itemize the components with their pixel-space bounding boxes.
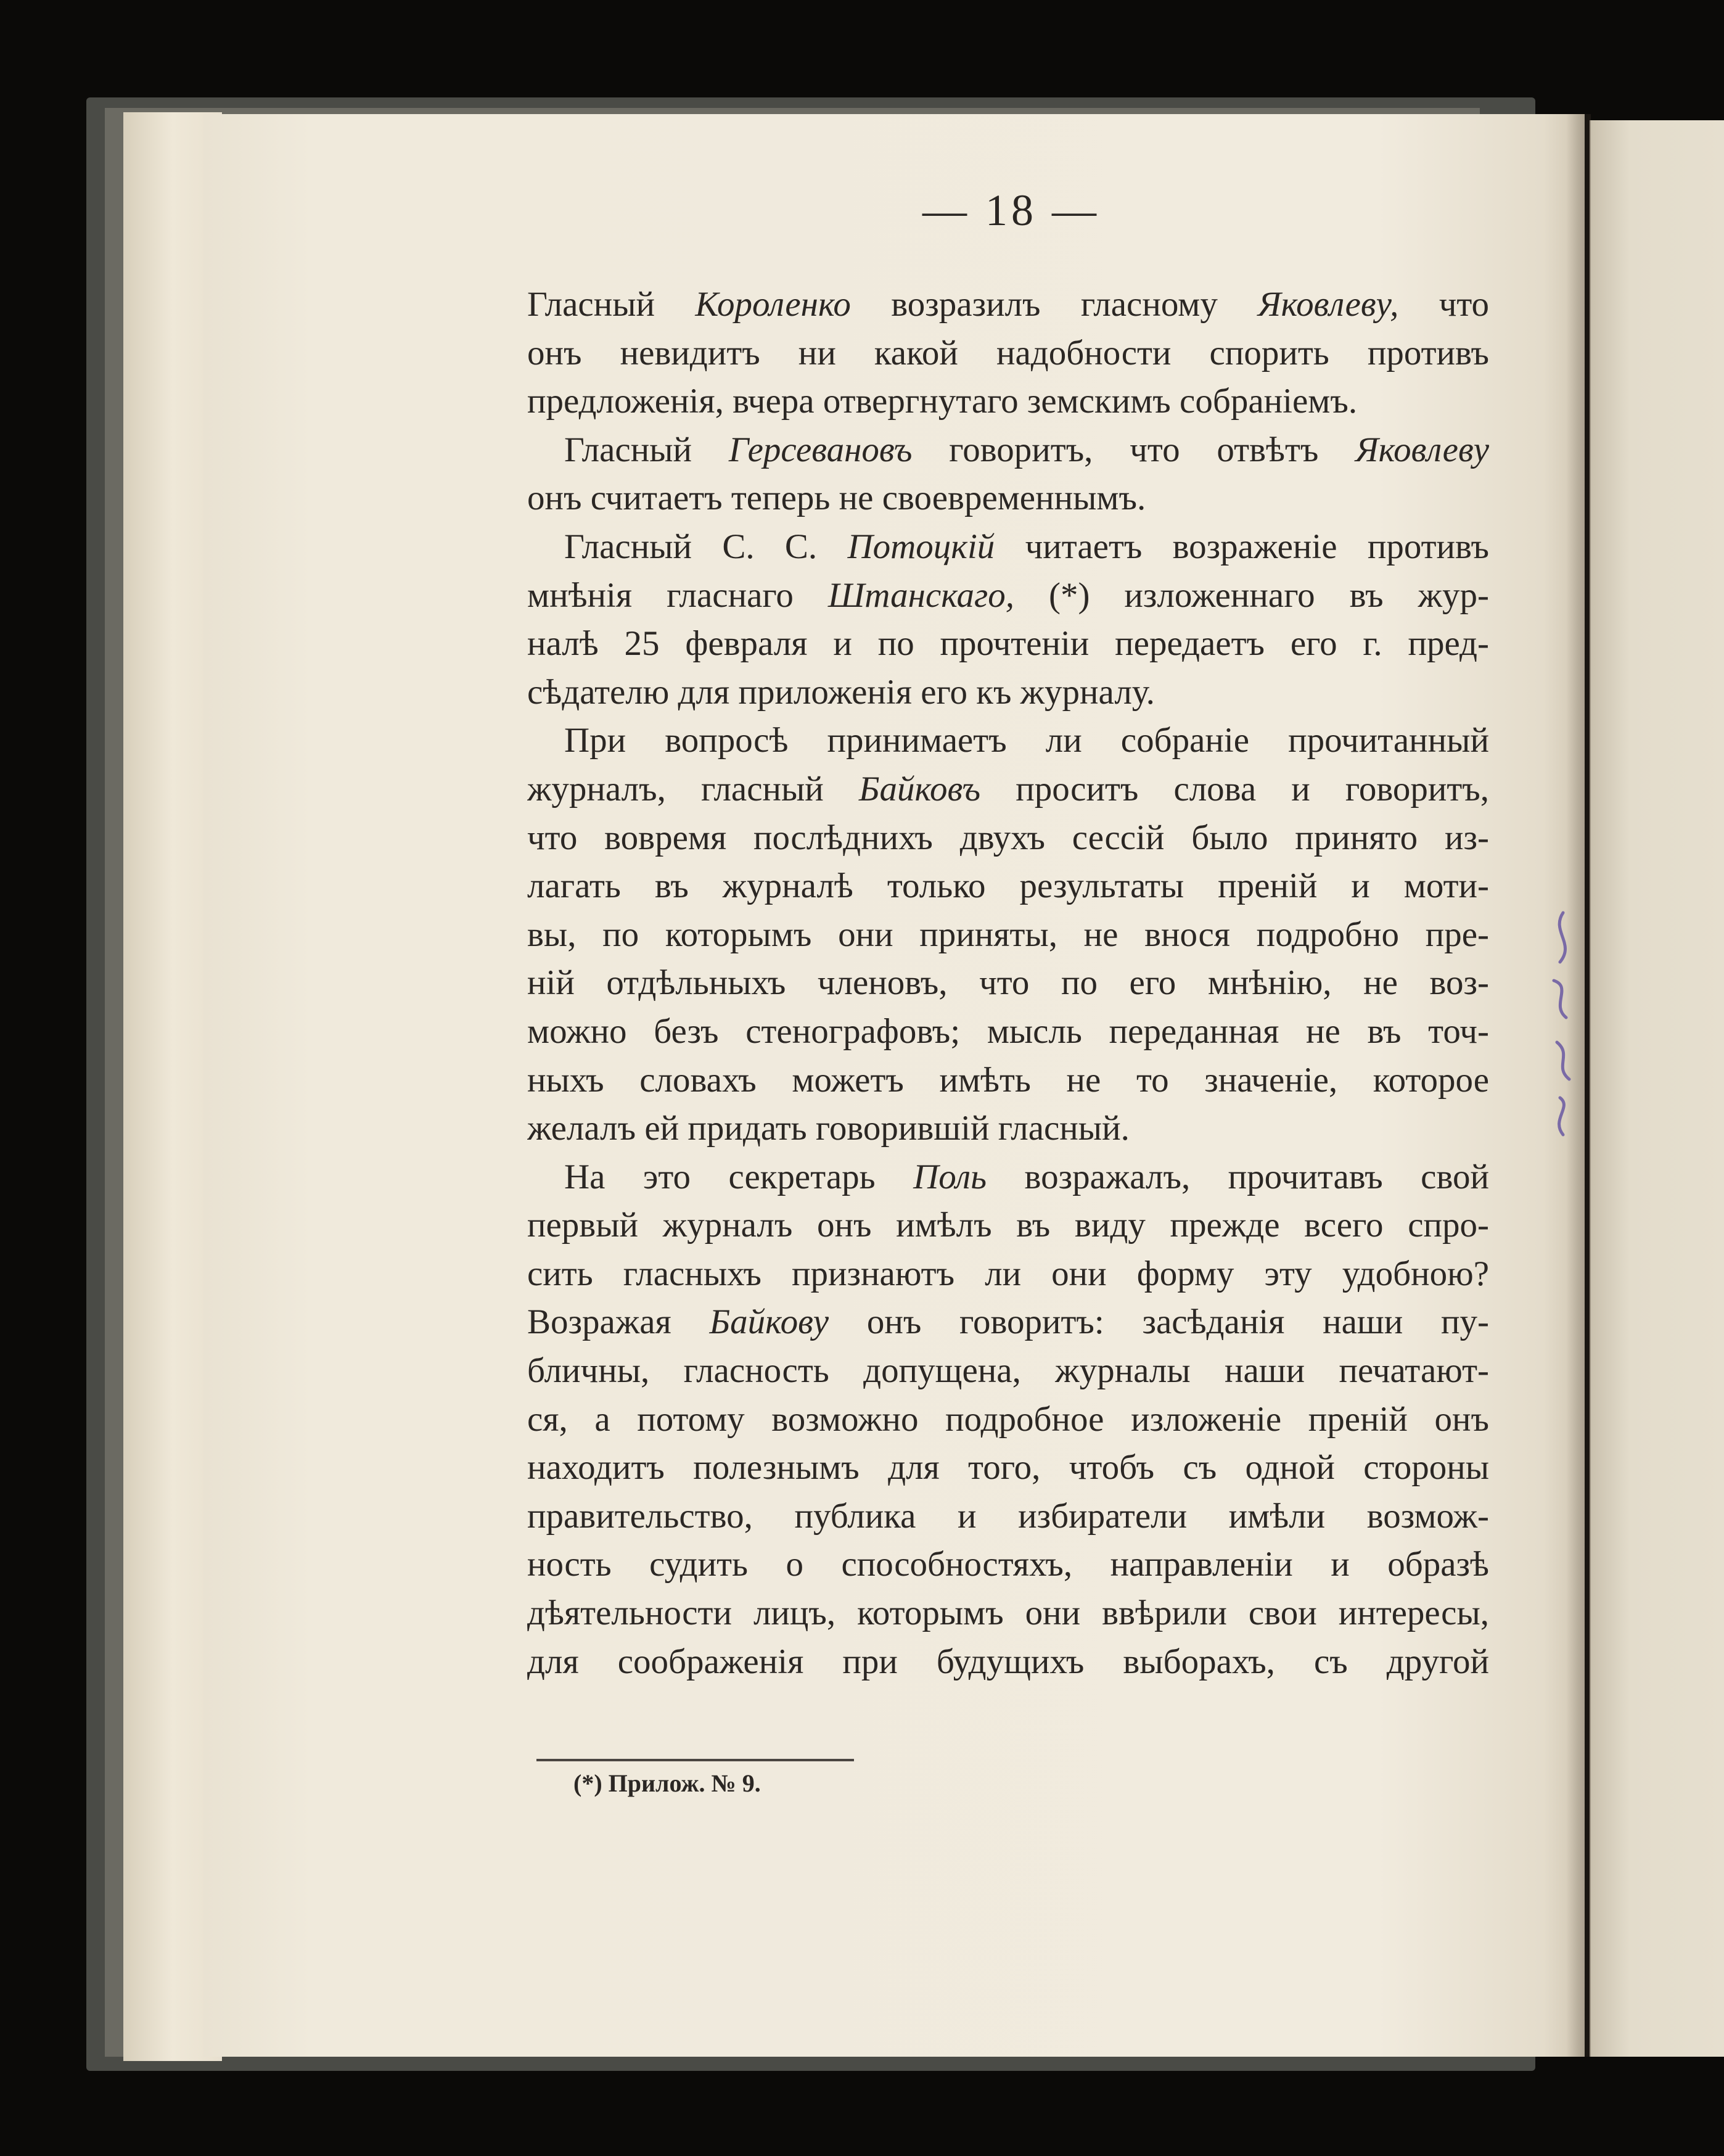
text-run: находитъ полезнымъ для того, чтобъ съ одной стороны — [527, 1448, 1489, 1487]
text-line — [527, 1153, 1489, 1202]
text-run: лагать въ журналѣ только результаты преній и моти- — [527, 866, 1489, 906]
text-run: онъ говоритъ: засѣданія наши пу- — [829, 1302, 1489, 1342]
text-run: ность судить о способностяхъ, направленіи и образѣ — [527, 1545, 1489, 1584]
text-line — [527, 1201, 1489, 1250]
facing-page-edge — [1590, 120, 1724, 2057]
text-run: для соображенія при будущихъ выборахъ, съ другой — [527, 1642, 1489, 1681]
person-name: Байкову — [709, 1302, 829, 1342]
text-run: ныхъ словахъ можетъ имѣть не то значеніе, которое — [527, 1060, 1489, 1100]
text-line — [527, 814, 1489, 863]
text-line — [527, 862, 1489, 911]
text-run: первый журналъ онъ имѣлъ въ виду прежде всего спро- — [527, 1206, 1489, 1245]
person-name: Герсевановъ — [728, 430, 913, 469]
text-line — [527, 281, 1489, 329]
text-line — [527, 717, 1489, 765]
text-run: возразилъ гласному — [850, 285, 1258, 324]
text-run: Гласный — [527, 285, 696, 324]
text-run: что — [1398, 285, 1489, 324]
person-name: Поль — [913, 1157, 987, 1196]
person-name: Короленко — [695, 285, 851, 324]
text-run: бличны, гласность допущена, журналы наши печатают- — [527, 1351, 1489, 1391]
text-run: сить гласныхъ признаютъ ли они форму эту удобною? — [527, 1254, 1489, 1293]
text-line — [527, 620, 1489, 669]
text-run: предложенія, вчера отвергнутаго земскимъ собраніемъ. — [527, 382, 1358, 421]
text-line — [527, 1250, 1489, 1299]
text-run: мнѣнія гласнаго — [527, 575, 828, 615]
text-line — [527, 1589, 1489, 1638]
person-name: Яковлеву, — [1258, 285, 1399, 324]
text-run: (*) изложеннаго въ жур- — [1014, 575, 1489, 615]
text-line — [527, 1396, 1489, 1444]
text-line — [527, 377, 1489, 426]
text-run: сѣдателю для приложенія его къ журналу. — [527, 672, 1155, 712]
text-run: можно безъ стенографовъ; мысль переданная не въ точ- — [527, 1011, 1489, 1051]
text-line — [527, 1638, 1489, 1687]
text-run: ній отдѣльныхъ членовъ, что по его мнѣнію, не воз- — [527, 963, 1489, 1003]
text-run: вы, по которымъ они приняты, не внося подробно пре- — [527, 915, 1489, 954]
person-name: Штанскаго, — [827, 575, 1014, 615]
text-line — [527, 1056, 1489, 1105]
text-run: Гласный — [564, 430, 729, 469]
text-run: онъ невидитъ ни какой надобности спорить противъ — [527, 333, 1489, 372]
text-run: онъ считаетъ теперь не своевременнымъ. — [527, 479, 1146, 518]
text-run: проситъ слова и говоритъ, — [980, 769, 1489, 808]
text-line — [527, 1347, 1489, 1396]
text-run: журналъ, гласный — [527, 769, 859, 808]
text-run: На это секретарь — [564, 1157, 914, 1196]
text-line — [527, 959, 1489, 1008]
text-line — [527, 1492, 1489, 1541]
text-line — [527, 572, 1489, 620]
text-line — [527, 765, 1489, 814]
text-run: При вопросѣ принимаетъ ли собраніе прочитанный — [564, 721, 1489, 760]
text-run: читаетъ возраженіе противъ — [995, 527, 1489, 566]
text-run: желалъ ей придать говорившій гласный. — [527, 1109, 1130, 1148]
text-run: правительство, публика и избиратели имѣли возмож- — [527, 1496, 1489, 1536]
text-line — [527, 1298, 1489, 1347]
text-run: ся, а потому возможно подробное изложеніе преній онъ — [527, 1399, 1489, 1439]
text-run: налѣ 25 февраля и по прочтеніи передаетъ его г. пред- — [527, 624, 1489, 664]
text-run: Гласный С. С. — [564, 527, 848, 566]
person-name: Яковлеву — [1355, 430, 1489, 469]
text-run: что вовремя послѣднихъ двухъ сессій было принято из- — [527, 818, 1489, 857]
text-run: говоритъ, что отвѣтъ — [912, 430, 1356, 469]
text-run: возражалъ, прочитавъ свой — [987, 1157, 1489, 1196]
footnote: (*) Прилож. № 9. — [573, 1769, 761, 1797]
body-text — [527, 281, 1489, 1686]
text-line — [527, 1444, 1489, 1492]
text-line — [527, 426, 1489, 475]
text-line — [527, 1105, 1489, 1153]
text-line — [527, 474, 1489, 523]
person-name: Байковъ — [858, 769, 981, 808]
text-run: дѣятельности лицъ, которымъ они ввѣрили свои интересы, — [527, 1594, 1489, 1633]
text-run: Возражая — [527, 1302, 710, 1342]
page-number: — 18 — — [922, 186, 1100, 235]
person-name: Потоцкій — [847, 527, 995, 566]
pencil-mark-icon — [1545, 907, 1582, 1141]
text-line — [527, 669, 1489, 717]
text-line — [527, 329, 1489, 378]
text-line — [527, 911, 1489, 960]
text-line — [527, 1541, 1489, 1589]
footnote-rule — [536, 1759, 854, 1761]
text-line — [527, 1008, 1489, 1056]
text-line — [527, 523, 1489, 572]
